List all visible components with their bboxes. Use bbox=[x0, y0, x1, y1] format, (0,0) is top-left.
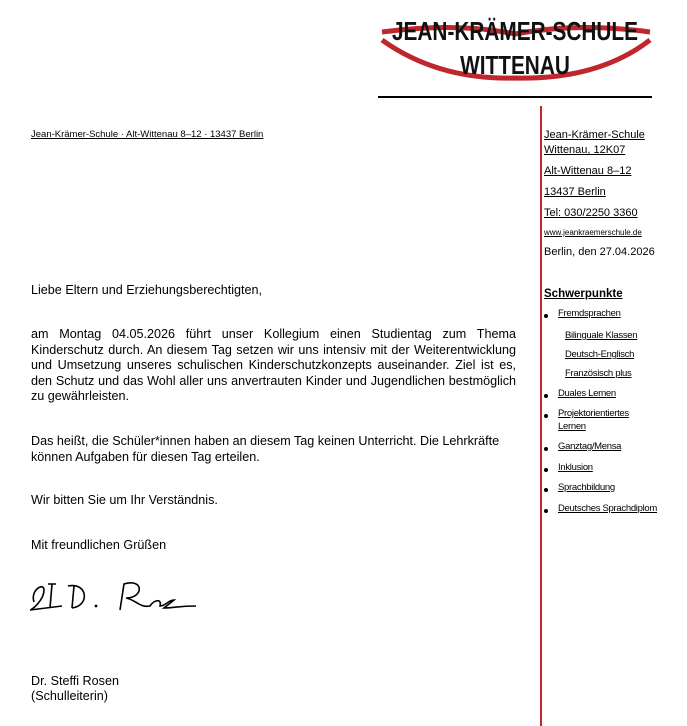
focus-subitem-franzoesisch: Französisch plus bbox=[565, 368, 632, 379]
handwritten-signature bbox=[28, 576, 198, 621]
focus-item-sprachdiplom: Deutsches Sprachdiplom bbox=[558, 503, 658, 514]
letter-date: Berlin, den 27.04.2026 bbox=[544, 246, 655, 258]
signer-role: (Schulleiterin) bbox=[31, 689, 108, 703]
sender-address-line: Jean-Krämer-Schule · Alt-Wittenau 8–12 · 13437 Berlin bbox=[31, 129, 264, 140]
contact-city: 13437 Berlin bbox=[544, 186, 606, 198]
sidebar-divider bbox=[540, 106, 542, 726]
bullet-icon bbox=[544, 314, 548, 318]
paragraph-understanding: Wir bitten Sie um Ihr Verständnis. bbox=[31, 493, 218, 507]
focus-subitem-deutsch-englisch: Deutsch-Englisch bbox=[565, 349, 635, 360]
contact-street: Alt-Wittenau 8–12 bbox=[544, 165, 632, 177]
paragraph-no-classes: Das heißt, die Schüler*innen haben an diesem Tag keinen Unterricht. Die Lehrkräfte können Aufgaben für diesen Tag erteilen. bbox=[31, 434, 500, 464]
bullet-icon bbox=[544, 488, 548, 492]
salutation: Liebe Eltern und Erziehungsberechtigten, bbox=[31, 283, 263, 297]
contact-name-line2: Wittenau, 12K07 bbox=[544, 144, 626, 156]
focus-item-fremdsprachen: Fremdsprachen bbox=[558, 308, 621, 319]
bullet-icon bbox=[544, 447, 548, 451]
bullet-icon bbox=[544, 414, 548, 418]
focus-subitem-bilingual: Bilinguale Klassen bbox=[565, 330, 638, 341]
paragraph-studientag: am Montag 04.05.2026 führt unser Kollegium einen Studientag zum Thema Kinderschutz durch. An diesem Tag setzen wir uns intensiv mit der Weiterentwicklung und Umsetzung unseres schulischen Kinderschutzkonzepts auseinander. Ziel ist es, den Schutz und das Wohl aller uns anvertrauten Kinder und Jugendlichen bestmöglich zu gewährleisten. bbox=[31, 327, 516, 403]
focus-item-inklusion: Inklusion bbox=[558, 462, 593, 473]
contact-phone: Tel: 030/2250 3360 bbox=[544, 207, 638, 219]
focus-heading: Schwerpunkte bbox=[544, 288, 623, 300]
signer-name: Dr. Steffi Rosen bbox=[31, 674, 119, 688]
focus-item-duales-lernen: Duales Lernen bbox=[558, 388, 616, 399]
contact-name-line1: Jean-Krämer-Schule bbox=[544, 129, 645, 141]
closing: Mit freundlichen Grüßen bbox=[31, 538, 167, 552]
focus-item-sprachbildung: Sprachbildung bbox=[558, 482, 615, 493]
bullet-icon bbox=[544, 394, 548, 398]
contact-website-link[interactable]: www.jeankraemerschule.de bbox=[544, 228, 642, 237]
focus-item-projektorientiert-line2: Lernen bbox=[558, 421, 586, 432]
focus-item-ganztag: Ganztag/Mensa bbox=[558, 441, 622, 452]
bullet-icon bbox=[544, 509, 548, 513]
bullet-icon bbox=[544, 468, 548, 472]
focus-item-projektorientiert: Projektorientiertes bbox=[558, 408, 629, 419]
school-logo bbox=[378, 0, 652, 99]
logo-line1: JEAN-KRÄMER-SCHULE bbox=[391, 16, 639, 46]
logo-line2: WITTENAU bbox=[460, 50, 570, 80]
